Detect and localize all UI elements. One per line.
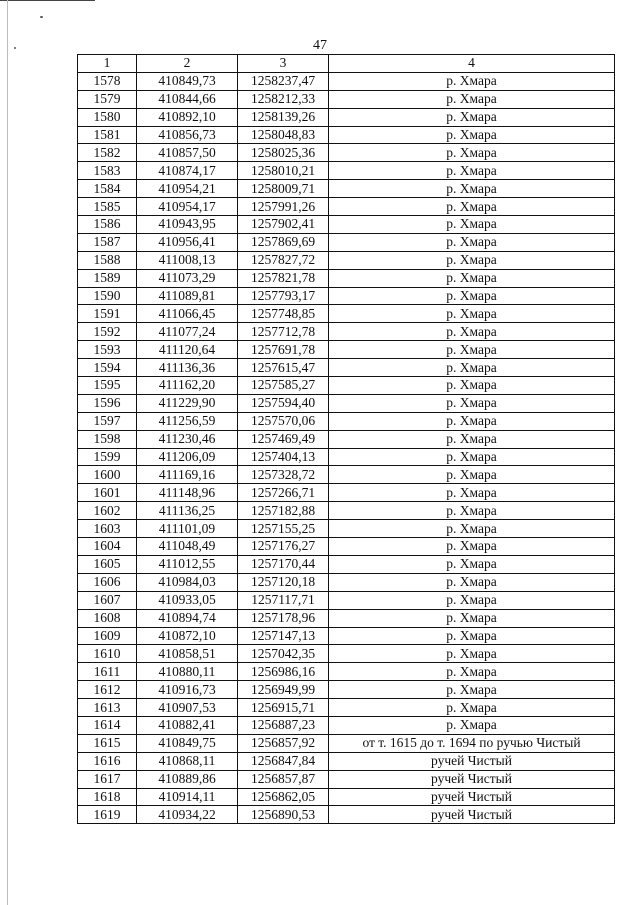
cell-point-number: 1614	[78, 716, 137, 734]
cell-point-number: 1585	[78, 198, 137, 216]
cell-description: ручей Чистый	[329, 752, 615, 770]
cell-description: от т. 1615 до т. 1694 по ручью Чистый	[329, 734, 615, 752]
cell-point-number: 1599	[78, 448, 137, 466]
cell-x-coordinate: 410933,05	[137, 591, 238, 609]
cell-y-coordinate: 1257404,13	[238, 448, 329, 466]
cell-x-coordinate: 411077,24	[137, 323, 238, 341]
cell-x-coordinate: 410954,21	[137, 180, 238, 198]
cell-y-coordinate: 1257176,27	[238, 538, 329, 556]
cell-description: р. Хмара	[329, 394, 615, 412]
table-row	[78, 251, 615, 269]
table-row	[78, 573, 615, 591]
cell-description: р. Хмара	[329, 716, 615, 734]
cell-point-number: 1588	[78, 251, 137, 269]
cell-point-number: 1602	[78, 502, 137, 520]
cell-point-number: 1619	[78, 806, 137, 824]
table-row	[78, 663, 615, 681]
cell-y-coordinate: 1258237,47	[238, 72, 329, 90]
cell-x-coordinate: 410956,41	[137, 233, 238, 251]
scan-speck	[40, 16, 43, 18]
table-row	[78, 269, 615, 287]
cell-point-number: 1603	[78, 520, 137, 538]
table-row	[78, 233, 615, 251]
cell-y-coordinate: 1257328,72	[238, 466, 329, 484]
cell-point-number: 1618	[78, 788, 137, 806]
cell-x-coordinate: 411073,29	[137, 269, 238, 287]
cell-point-number: 1611	[78, 663, 137, 681]
cell-description: ручей Чистый	[329, 788, 615, 806]
cell-description: р. Хмара	[329, 90, 615, 108]
cell-point-number: 1600	[78, 466, 137, 484]
cell-x-coordinate: 410984,03	[137, 573, 238, 591]
cell-x-coordinate: 411012,55	[137, 555, 238, 573]
cell-description: ручей Чистый	[329, 770, 615, 788]
table-row	[78, 108, 615, 126]
table-row	[78, 323, 615, 341]
cell-point-number: 1579	[78, 90, 137, 108]
column-header-description: 4	[329, 55, 615, 73]
cell-description: р. Хмара	[329, 645, 615, 663]
cell-x-coordinate: 410858,51	[137, 645, 238, 663]
cell-description: р. Хмара	[329, 198, 615, 216]
cell-point-number: 1609	[78, 627, 137, 645]
cell-y-coordinate: 1258139,26	[238, 108, 329, 126]
cell-point-number: 1587	[78, 233, 137, 251]
cell-x-coordinate: 410907,53	[137, 699, 238, 717]
cell-x-coordinate: 410889,86	[137, 770, 238, 788]
cell-x-coordinate: 410874,17	[137, 162, 238, 180]
cell-point-number: 1595	[78, 377, 137, 395]
cell-y-coordinate: 1257793,17	[238, 287, 329, 305]
cell-y-coordinate: 1257594,40	[238, 394, 329, 412]
table-row	[78, 341, 615, 359]
cell-x-coordinate: 410894,74	[137, 609, 238, 627]
cell-x-coordinate: 411206,09	[137, 448, 238, 466]
cell-y-coordinate: 1257902,41	[238, 216, 329, 234]
cell-y-coordinate: 1258025,36	[238, 144, 329, 162]
table-row	[78, 716, 615, 734]
table-row	[78, 377, 615, 395]
cell-description: р. Хмара	[329, 323, 615, 341]
cell-description: р. Хмара	[329, 538, 615, 556]
cell-y-coordinate: 1257182,88	[238, 502, 329, 520]
cell-point-number: 1592	[78, 323, 137, 341]
table-row	[78, 555, 615, 573]
cell-x-coordinate: 411162,20	[137, 377, 238, 395]
table-row	[78, 359, 615, 377]
cell-y-coordinate: 1258010,21	[238, 162, 329, 180]
table-row	[78, 394, 615, 412]
cell-y-coordinate: 1258009,71	[238, 180, 329, 198]
cell-point-number: 1598	[78, 430, 137, 448]
cell-description: р. Хмара	[329, 555, 615, 573]
cell-description: р. Хмара	[329, 126, 615, 144]
cell-y-coordinate: 1257155,25	[238, 520, 329, 538]
page-number: 47	[313, 38, 327, 53]
cell-y-coordinate: 1256986,16	[238, 663, 329, 681]
cell-description: р. Хмара	[329, 162, 615, 180]
cell-point-number: 1605	[78, 555, 137, 573]
cell-description: р. Хмара	[329, 233, 615, 251]
cell-x-coordinate: 410849,73	[137, 72, 238, 90]
cell-point-number: 1589	[78, 269, 137, 287]
cell-point-number: 1583	[78, 162, 137, 180]
table-row	[78, 198, 615, 216]
cell-x-coordinate: 410943,95	[137, 216, 238, 234]
scan-margin-line	[7, 0, 8, 905]
cell-x-coordinate: 411089,81	[137, 287, 238, 305]
cell-description: р. Хмара	[329, 144, 615, 162]
cell-x-coordinate: 411229,90	[137, 394, 238, 412]
cell-description: р. Хмара	[329, 269, 615, 287]
cell-description: р. Хмара	[329, 627, 615, 645]
cell-y-coordinate: 1256915,71	[238, 699, 329, 717]
table-row	[78, 162, 615, 180]
cell-x-coordinate: 410849,75	[137, 734, 238, 752]
cell-point-number: 1578	[78, 72, 137, 90]
cell-y-coordinate: 1256847,84	[238, 752, 329, 770]
cell-description: р. Хмара	[329, 377, 615, 395]
cell-point-number: 1615	[78, 734, 137, 752]
cell-point-number: 1597	[78, 412, 137, 430]
cell-x-coordinate: 411066,45	[137, 305, 238, 323]
cell-description: р. Хмара	[329, 305, 615, 323]
cell-y-coordinate: 1257827,72	[238, 251, 329, 269]
cell-point-number: 1612	[78, 681, 137, 699]
table-row	[78, 72, 615, 90]
cell-description: р. Хмара	[329, 341, 615, 359]
cell-description: р. Хмара	[329, 699, 615, 717]
table-row	[78, 484, 615, 502]
cell-description: р. Хмара	[329, 609, 615, 627]
cell-y-coordinate: 1257691,78	[238, 341, 329, 359]
cell-y-coordinate: 1257991,26	[238, 198, 329, 216]
table-row	[78, 412, 615, 430]
cell-point-number: 1582	[78, 144, 137, 162]
cell-x-coordinate: 411136,36	[137, 359, 238, 377]
table-row	[78, 734, 615, 752]
cell-y-coordinate: 1256857,87	[238, 770, 329, 788]
cell-point-number: 1581	[78, 126, 137, 144]
cell-description: р. Хмара	[329, 72, 615, 90]
cell-point-number: 1616	[78, 752, 137, 770]
table-row	[78, 627, 615, 645]
cell-y-coordinate: 1256857,92	[238, 734, 329, 752]
cell-x-coordinate: 411148,96	[137, 484, 238, 502]
cell-y-coordinate: 1257178,96	[238, 609, 329, 627]
cell-x-coordinate: 410857,50	[137, 144, 238, 162]
cell-x-coordinate: 410856,73	[137, 126, 238, 144]
cell-x-coordinate: 411230,46	[137, 430, 238, 448]
cell-description: р. Хмара	[329, 251, 615, 269]
cell-description: р. Хмара	[329, 502, 615, 520]
cell-x-coordinate: 410868,11	[137, 752, 238, 770]
table-row	[78, 216, 615, 234]
table-row	[78, 591, 615, 609]
cell-description: р. Хмара	[329, 216, 615, 234]
coordinates-table	[77, 54, 615, 824]
table-row	[78, 645, 615, 663]
cell-y-coordinate: 1257712,78	[238, 323, 329, 341]
cell-y-coordinate: 1257570,06	[238, 412, 329, 430]
column-header-x: 2	[137, 55, 238, 73]
cell-description: р. Хмара	[329, 484, 615, 502]
cell-y-coordinate: 1257469,49	[238, 430, 329, 448]
cell-point-number: 1617	[78, 770, 137, 788]
cell-description: р. Хмара	[329, 573, 615, 591]
table-row	[78, 770, 615, 788]
table-row	[78, 466, 615, 484]
cell-description: р. Хмара	[329, 591, 615, 609]
cell-y-coordinate: 1257042,35	[238, 645, 329, 663]
cell-x-coordinate: 411120,64	[137, 341, 238, 359]
table-header-row	[78, 55, 615, 73]
cell-point-number: 1610	[78, 645, 137, 663]
cell-x-coordinate: 410934,22	[137, 806, 238, 824]
cell-y-coordinate: 1257869,69	[238, 233, 329, 251]
table-row	[78, 126, 615, 144]
cell-point-number: 1586	[78, 216, 137, 234]
table-row	[78, 538, 615, 556]
top-edge-rule	[0, 0, 95, 1]
table-row	[78, 609, 615, 627]
cell-x-coordinate: 410954,17	[137, 198, 238, 216]
cell-y-coordinate: 1256890,53	[238, 806, 329, 824]
cell-y-coordinate: 1257585,27	[238, 377, 329, 395]
cell-x-coordinate: 411256,59	[137, 412, 238, 430]
cell-point-number: 1604	[78, 538, 137, 556]
cell-y-coordinate: 1256887,23	[238, 716, 329, 734]
cell-y-coordinate: 1256949,99	[238, 681, 329, 699]
cell-point-number: 1591	[78, 305, 137, 323]
cell-x-coordinate: 410892,10	[137, 108, 238, 126]
cell-x-coordinate: 411048,49	[137, 538, 238, 556]
table-row	[78, 788, 615, 806]
cell-description: ручей Чистый	[329, 806, 615, 824]
cell-y-coordinate: 1257170,44	[238, 555, 329, 573]
cell-description: р. Хмара	[329, 108, 615, 126]
table-row	[78, 752, 615, 770]
cell-point-number: 1594	[78, 359, 137, 377]
cell-point-number: 1606	[78, 573, 137, 591]
cell-description: р. Хмара	[329, 430, 615, 448]
table-row	[78, 681, 615, 699]
cell-point-number: 1601	[78, 484, 137, 502]
table-row	[78, 305, 615, 323]
cell-x-coordinate: 410882,41	[137, 716, 238, 734]
cell-description: р. Хмара	[329, 520, 615, 538]
cell-y-coordinate: 1257748,85	[238, 305, 329, 323]
cell-x-coordinate: 410914,11	[137, 788, 238, 806]
cell-y-coordinate: 1256862,05	[238, 788, 329, 806]
cell-point-number: 1596	[78, 394, 137, 412]
cell-point-number: 1584	[78, 180, 137, 198]
cell-description: р. Хмара	[329, 466, 615, 484]
table-row	[78, 180, 615, 198]
table-row	[78, 448, 615, 466]
cell-point-number: 1608	[78, 609, 137, 627]
column-header-point: 1	[78, 55, 137, 73]
cell-point-number: 1590	[78, 287, 137, 305]
cell-x-coordinate: 410880,11	[137, 663, 238, 681]
table-row	[78, 144, 615, 162]
cell-description: р. Хмара	[329, 180, 615, 198]
table-row	[78, 287, 615, 305]
cell-description: р. Хмара	[329, 287, 615, 305]
cell-point-number: 1580	[78, 108, 137, 126]
cell-y-coordinate: 1257147,13	[238, 627, 329, 645]
cell-y-coordinate: 1257120,18	[238, 573, 329, 591]
cell-y-coordinate: 1257615,47	[238, 359, 329, 377]
cell-x-coordinate: 410916,73	[137, 681, 238, 699]
cell-point-number: 1593	[78, 341, 137, 359]
cell-y-coordinate: 1258048,83	[238, 126, 329, 144]
cell-point-number: 1613	[78, 699, 137, 717]
cell-y-coordinate: 1257117,71	[238, 591, 329, 609]
cell-point-number: 1607	[78, 591, 137, 609]
cell-y-coordinate: 1257266,71	[238, 484, 329, 502]
cell-x-coordinate: 411136,25	[137, 502, 238, 520]
table-row	[78, 502, 615, 520]
cell-x-coordinate: 411008,13	[137, 251, 238, 269]
cell-x-coordinate: 411101,09	[137, 520, 238, 538]
cell-x-coordinate: 410872,10	[137, 627, 238, 645]
table-row	[78, 90, 615, 108]
table-row	[78, 520, 615, 538]
cell-y-coordinate: 1258212,33	[238, 90, 329, 108]
cell-x-coordinate: 410844,66	[137, 90, 238, 108]
cell-y-coordinate: 1257821,78	[238, 269, 329, 287]
table-row	[78, 430, 615, 448]
cell-description: р. Хмара	[329, 663, 615, 681]
table-row	[78, 699, 615, 717]
cell-description: р. Хмара	[329, 448, 615, 466]
cell-description: р. Хмара	[329, 359, 615, 377]
column-header-y: 3	[238, 55, 329, 73]
table-row	[78, 806, 615, 824]
cell-description: р. Хмара	[329, 412, 615, 430]
cell-description: р. Хмара	[329, 681, 615, 699]
cell-x-coordinate: 411169,16	[137, 466, 238, 484]
